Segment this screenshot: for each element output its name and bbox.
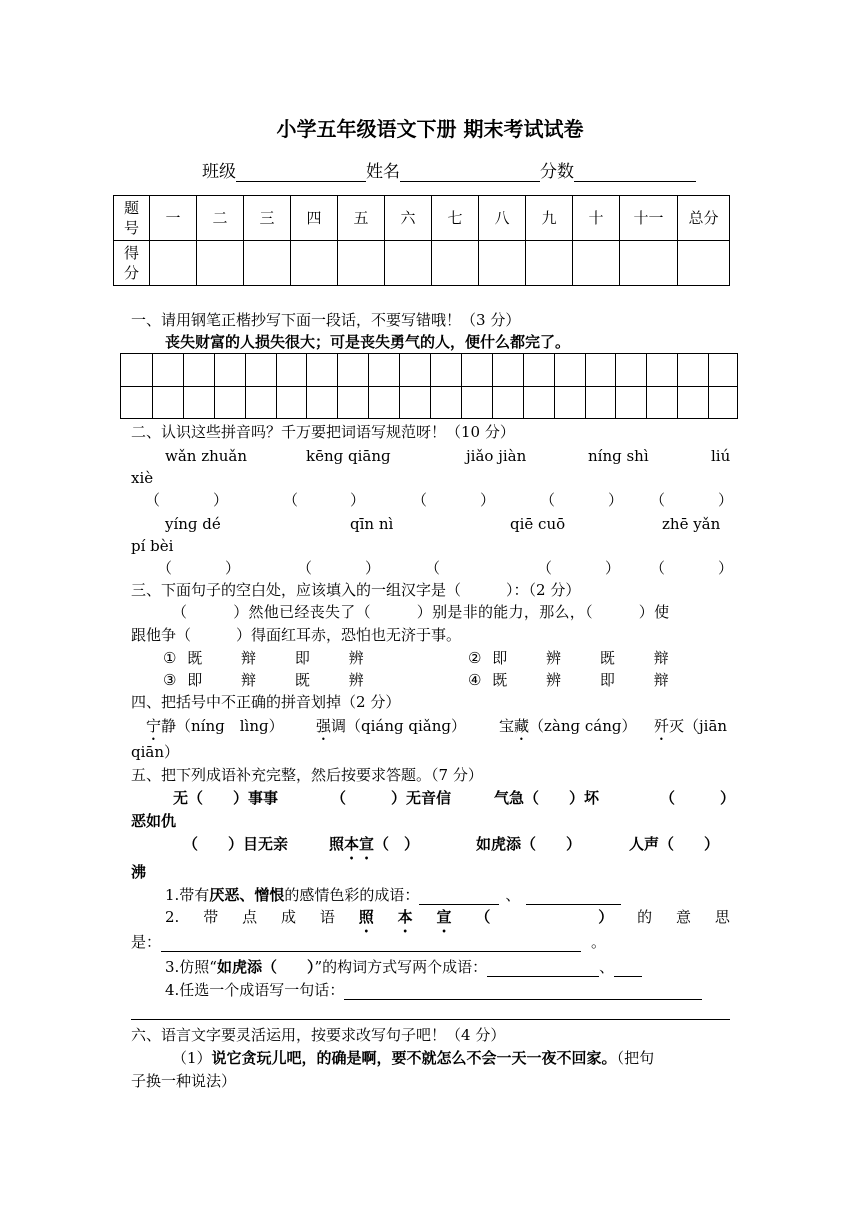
grid-column-divider xyxy=(337,354,338,418)
answer-paren-close: ） xyxy=(605,559,621,577)
grid-column-divider xyxy=(461,354,462,418)
q4-item-wrap: qiān） xyxy=(131,743,180,761)
name-label: 姓名 xyxy=(366,162,400,182)
pinyin-item: nínɡ shì xyxy=(588,447,649,465)
idiom-item: （ ） xyxy=(660,789,736,807)
grid-column-divider xyxy=(399,354,400,418)
exam-title: 小学五年级语文下册 期末考试试卷 xyxy=(276,117,584,141)
answer-paren-open: （ xyxy=(650,491,666,509)
grid-column-divider xyxy=(306,354,307,418)
answer-paren-close: ） xyxy=(365,559,381,577)
class-label: 班级 xyxy=(202,162,236,182)
row-header-question-no: 题号 xyxy=(114,196,150,241)
pinyin-item: yínɡ dé xyxy=(165,515,221,533)
answer-blank[interactable] xyxy=(526,887,621,905)
q6-item1: （1）说它贪玩儿吧，的确是啊，要不就怎么不会一天一夜不回家。（把句 xyxy=(172,1049,655,1067)
pinyin-item: wǎn zhuǎn xyxy=(165,447,248,465)
column-header: 七 xyxy=(432,196,479,241)
q5-sub4: 4.任选一个成语写一句话： xyxy=(165,980,702,1000)
answer-paren-close: ） xyxy=(608,491,624,509)
q5-sub2-line2: 是： 。 xyxy=(131,933,607,951)
idiom-item-wrap: 恶如仇 xyxy=(131,812,177,830)
answer-blank[interactable] xyxy=(614,959,642,977)
idiom-item-dotted: 照本宣（ ） xyxy=(329,835,420,853)
column-header: 十一 xyxy=(620,196,678,241)
score-cell[interactable] xyxy=(244,241,291,286)
score-cell[interactable] xyxy=(432,241,479,286)
student-info-line xyxy=(202,162,696,182)
grid-column-divider xyxy=(615,354,616,418)
q4-item[interactable]: 宁静（nínɡ lìnɡ） xyxy=(146,717,284,735)
answer-paren-open: （ xyxy=(283,491,299,509)
answer-paren-open: （ xyxy=(650,559,666,577)
option-2[interactable]: ② 即 辨 既 辩 xyxy=(468,649,669,667)
pinyin-item: jiǎo jiàn xyxy=(466,447,527,465)
score-cell[interactable] xyxy=(338,241,385,286)
answer-paren-open: （ xyxy=(537,559,553,577)
class-blank[interactable] xyxy=(236,164,366,182)
pinyin-item-wrap: xiè xyxy=(131,469,154,487)
score-cell[interactable] xyxy=(197,241,244,286)
grid-column-divider xyxy=(523,354,524,418)
grid-column-divider xyxy=(677,354,678,418)
column-header: 八 xyxy=(479,196,526,241)
answer-blank[interactable] xyxy=(161,934,581,952)
grid-column-divider xyxy=(430,354,431,418)
answer-paren-close: ） xyxy=(718,559,734,577)
answer-paren-open: （ xyxy=(540,491,556,509)
q3-heading: 三、下面句子的空白处，应该填入的一组汉字是（ ）：（2 分） xyxy=(131,581,581,599)
grid-column-divider xyxy=(276,354,277,418)
q6-item1-line2: 子换一种说法） xyxy=(131,1072,237,1090)
idiom-item: 无（ ）事事 xyxy=(173,789,279,807)
column-header: 四 xyxy=(291,196,338,241)
column-header: 十 xyxy=(573,196,620,241)
column-header: 六 xyxy=(385,196,432,241)
answer-paren-close: ） xyxy=(213,491,229,509)
score-cell[interactable] xyxy=(291,241,338,286)
column-header: 三 xyxy=(244,196,291,241)
q2-heading: 二、认识这些拼音吗？千万要把词语写规范呀！（10 分） xyxy=(131,423,515,441)
grid-column-divider xyxy=(646,354,647,418)
score-label: 分数 xyxy=(540,162,574,182)
answer-paren-open: （ xyxy=(157,559,173,577)
copy-writing-grid[interactable] xyxy=(120,353,738,419)
answer-blank[interactable] xyxy=(487,959,599,977)
grid-column-divider xyxy=(554,354,555,418)
name-blank[interactable] xyxy=(400,164,540,182)
q5-sub2-line1: 2. 带 点 成 语 照 本 宣 （ ） 的 意 思 xyxy=(165,908,730,926)
answer-paren-open: （ xyxy=(412,491,428,509)
answer-paren-close: ） xyxy=(718,491,734,509)
q4-item[interactable]: 宝藏（zànɡ cánɡ） xyxy=(499,717,637,735)
score-blank[interactable] xyxy=(574,164,696,182)
column-header: 二 xyxy=(197,196,244,241)
score-cell[interactable] xyxy=(150,241,197,286)
q6-heading: 六、语言文字要灵活运用，按要求改写句子吧！（4 分） xyxy=(131,1026,506,1044)
column-header: 总分 xyxy=(678,196,730,241)
q3-sentence-line1: （ ）然他已经丧失了（ ）别是非的能力，那么，（ ）使 xyxy=(172,603,670,621)
score-cell[interactable] xyxy=(678,241,730,286)
score-table xyxy=(113,195,730,286)
grid-column-divider xyxy=(492,354,493,418)
answer-paren-open: （ xyxy=(425,559,441,577)
pinyin-item: zhē yǎn xyxy=(662,515,721,533)
answer-blank[interactable] xyxy=(419,887,499,905)
q5-sub1: 1.带有厌恶、憎恨的感情色彩的成语： 、 xyxy=(165,885,621,905)
q5-sub3: 3.仿照“如虎添（ ）”的构词方式写两个成语： 、 xyxy=(165,957,642,977)
q4-item[interactable]: 强调（qiánɡ qiǎnɡ） xyxy=(316,717,466,735)
grid-column-divider xyxy=(585,354,586,418)
grid-column-divider xyxy=(708,354,709,418)
idiom-item: 人声（ ） xyxy=(629,835,720,853)
pinyin-item: qīn nì xyxy=(350,515,394,533)
grid-column-divider xyxy=(368,354,369,418)
q4-item[interactable]: 歼灭（jiān xyxy=(654,717,728,735)
answer-paren-close: ） xyxy=(350,491,366,509)
idiom-item: （ ）无音信 xyxy=(331,789,452,807)
option-4[interactable]: ④ 既 辨 即 辩 xyxy=(468,671,669,689)
score-cell[interactable] xyxy=(526,241,573,286)
score-cell[interactable] xyxy=(385,241,432,286)
row-header-score: 得分 xyxy=(114,241,150,286)
score-table-row-question xyxy=(114,196,730,241)
q1-passage: 丧失财富的人损失很大；可是丧失勇气的人，便什么都完了。 xyxy=(165,333,571,351)
answer-blank[interactable] xyxy=(344,982,702,1000)
grid-column-divider xyxy=(152,354,153,418)
column-header: 五 xyxy=(338,196,385,241)
answer-paren-open: （ xyxy=(297,559,313,577)
idiom-item: 气急（ ）坏 xyxy=(494,789,600,807)
idiom-item: （ ）目无亲 xyxy=(183,835,289,853)
grid-column-divider xyxy=(245,354,246,418)
option-1[interactable]: ① 既 辩 即 辨 xyxy=(163,649,364,667)
column-header: 一 xyxy=(150,196,197,241)
score-cell[interactable] xyxy=(620,241,678,286)
answer-paren-open: （ xyxy=(145,491,161,509)
q4-heading: 四、把括号中不正确的拼音划掉（2 分） xyxy=(131,693,401,711)
pinyin-item: qiē cuō xyxy=(510,515,566,533)
q3-sentence-line2: 跟他争（ ）得面红耳赤，恐怕也无济于事。 xyxy=(131,626,462,644)
score-table-row-score xyxy=(114,241,730,286)
idiom-item: 如虎添（ ） xyxy=(476,835,582,853)
grid-column-divider xyxy=(183,354,184,418)
pinyin-item: liú xyxy=(711,447,731,465)
score-cell[interactable] xyxy=(479,241,526,286)
q5-heading: 五、把下列成语补充完整，然后按要求答题。（7 分） xyxy=(131,766,483,784)
grid-column-divider xyxy=(214,354,215,418)
idiom-item-wrap: 沸 xyxy=(131,863,147,881)
answer-line[interactable] xyxy=(131,1019,730,1020)
column-header: 九 xyxy=(526,196,573,241)
answer-paren-close: ） xyxy=(480,491,496,509)
pinyin-item-wrap: pí bèi xyxy=(131,537,174,555)
score-cell[interactable] xyxy=(573,241,620,286)
pinyin-item: kēnɡ qiānɡ xyxy=(306,447,391,465)
q1-heading: 一、请用钢笔正楷抄写下面一段话，不要写错哦！（3 分） xyxy=(131,311,521,329)
answer-paren-close: ） xyxy=(225,559,241,577)
option-3[interactable]: ③ 即 辩 既 辨 xyxy=(163,671,364,689)
